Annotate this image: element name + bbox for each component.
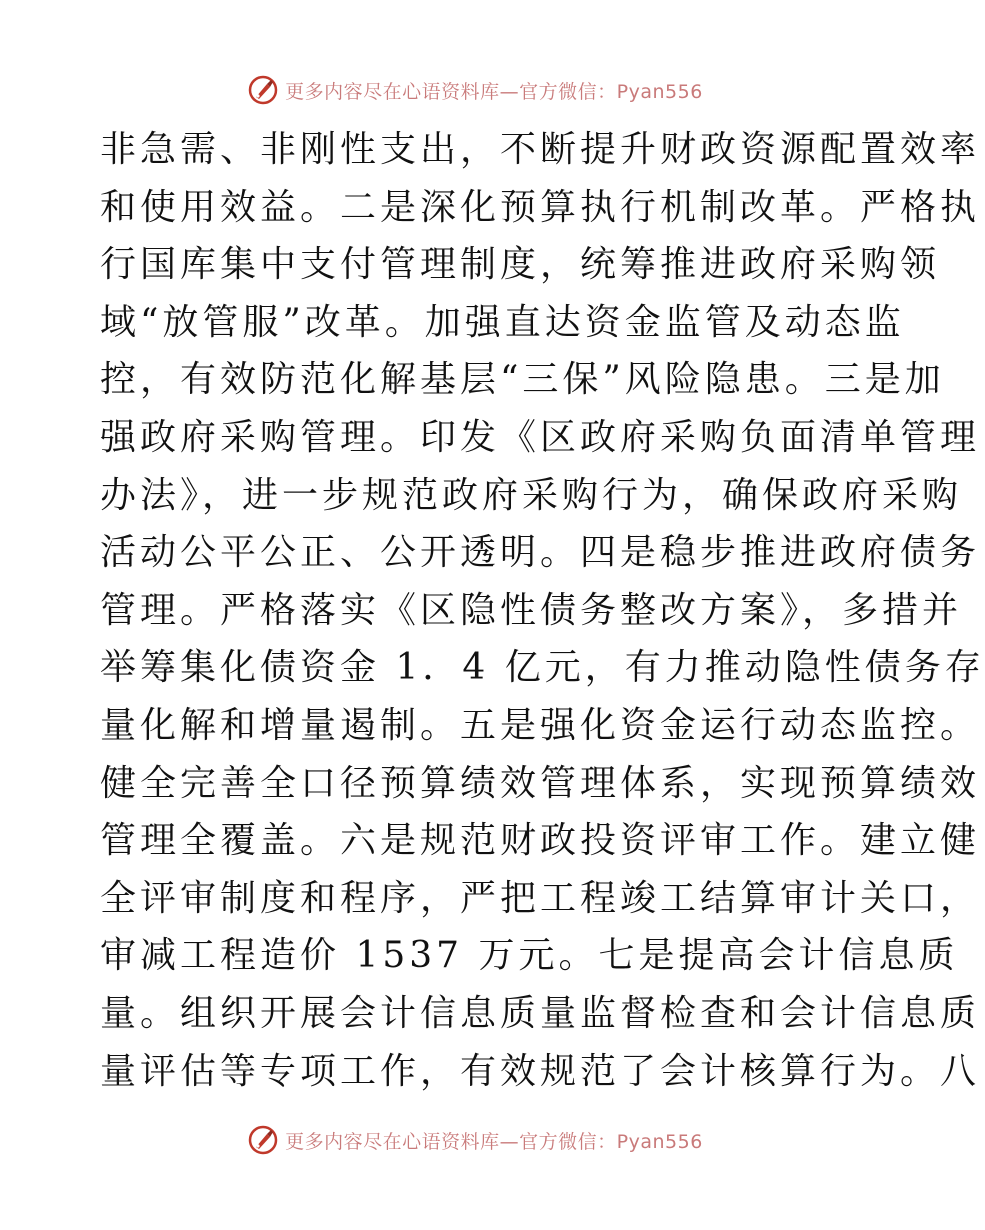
pen-seal-logo-icon (247, 1124, 279, 1156)
body-line: 强政府采购管理。印发《区政府采购负面清单管理 (100, 416, 981, 458)
body-line: 健全完善全口径预算绩效管理体系，实现预算绩效 (100, 762, 981, 804)
header-banner-text: 更多内容尽在心语资料库—官方微信：Pyan556 (285, 80, 703, 103)
body-line: 量化解和增量遏制。五是强化资金运行动态监控。 (100, 704, 981, 746)
body-line: 活动公平公正、公开透明。四是稳步推进政府债务 (100, 532, 981, 574)
body-line: 非急需、非刚性支出，不断提升财政资源配置效率 (100, 129, 981, 170)
body-line: 管理。严格落实《区隐性债务整改方案》，多措并 (100, 589, 963, 631)
body-line: 和使用效益。二是深化预算执行机制改革。严格执 (100, 186, 981, 228)
body-line: 控，有效防范化解基层“三保”风险隐患。三是加 (100, 359, 945, 401)
body-line: 管理全覆盖。六是规范财政投资评审工作。建立健 (100, 820, 981, 862)
body-line: 审减工程造价 1537 万元。七是提高会计信息质 (100, 935, 959, 977)
document-body (100, 121, 985, 1100)
pen-seal-logo-icon (247, 74, 279, 106)
body-line: 域“放管服”改革。加强直达资金监管及动态监 (100, 301, 905, 343)
footer-banner-text: 更多内容尽在心语资料库—官方微信：Pyan556 (285, 1130, 703, 1153)
body-line: 全评审制度和程序，严把工程竣工结算审计关口， (100, 877, 981, 919)
body-line: 量评估等专项工作，有效规范了会计核算行为。八 (100, 1050, 981, 1092)
body-line: 行国库集中支付管理制度，统筹推进政府采购领 (100, 244, 941, 286)
body-line: 办法》，进一步规范政府采购行为，确保政府采购 (100, 474, 963, 516)
footer-banner (0, 1120, 950, 1160)
header-banner (0, 70, 950, 110)
body-line: 举筹集化债资金 1．4 亿元，有力推动隐性债务存 (100, 647, 985, 689)
body-line: 量。组织开展会计信息质量监督检查和会计信息质 (100, 992, 981, 1034)
